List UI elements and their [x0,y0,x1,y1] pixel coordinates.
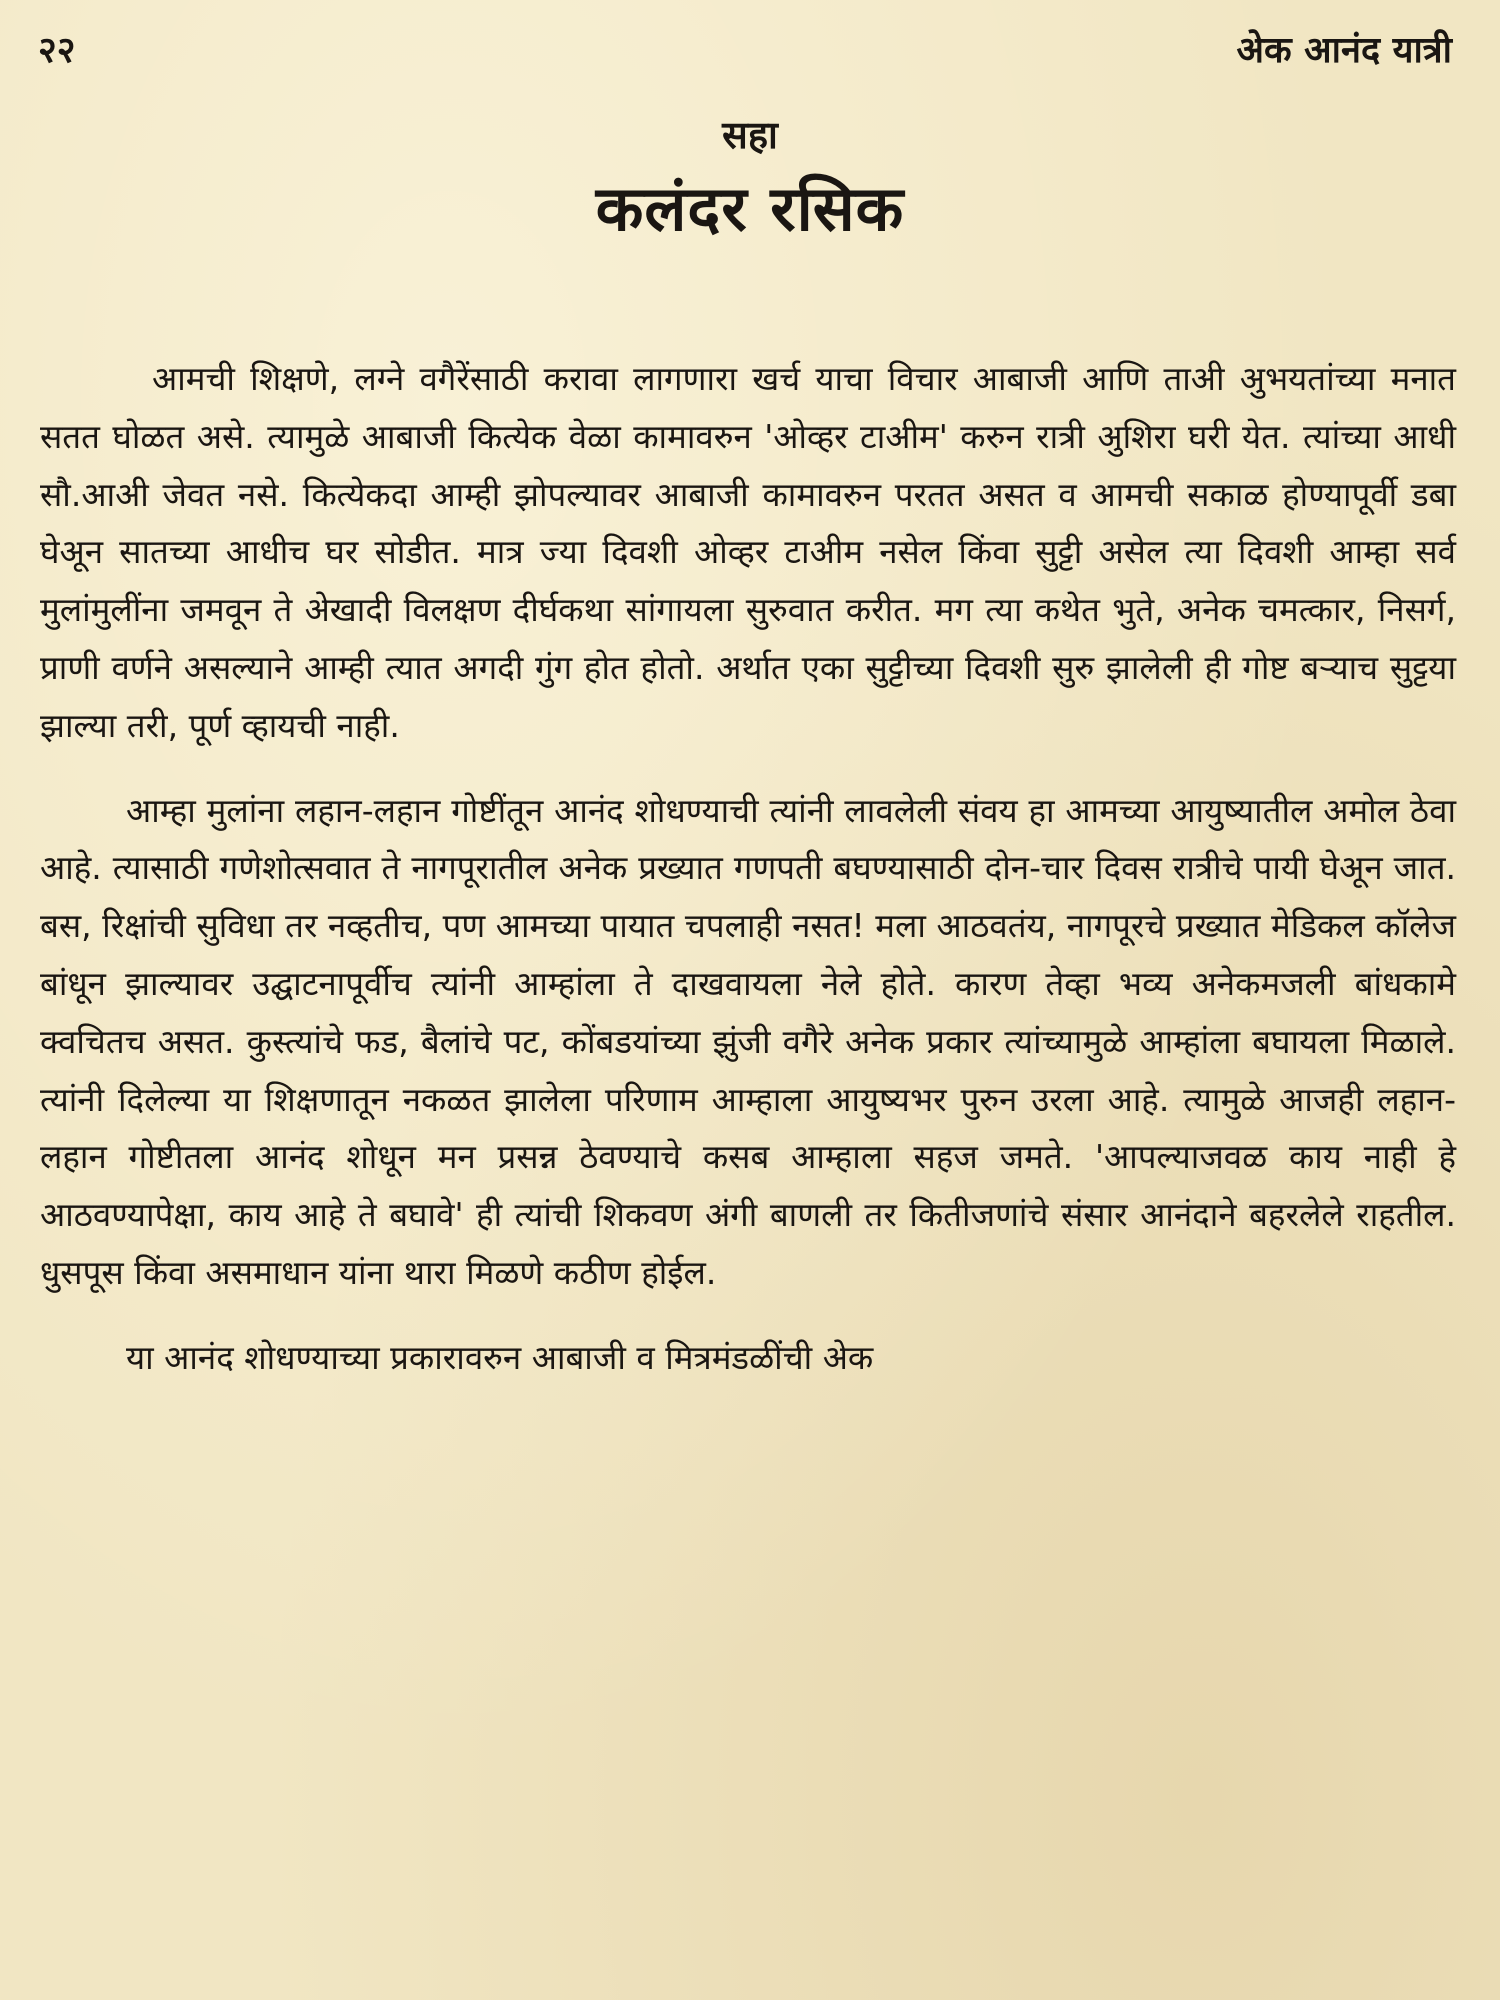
book-title: अेक आनंद यात्री [1236,29,1452,71]
running-header [38,18,1452,78]
paragraph: आम्हा मुलांना लहान-लहान गोष्टींतून आनंद शोधण्याची त्यांनी लावलेली संवय हा आमच्या आयुष्यातील अमोल ठेवा आहे. त्यासाठी गणेशोत्सवात ते नागपूरातील अनेक प्रख्यात गणपती बघण्यासाठी दोन-चार दिवस रात्रीचे पायी घेअून जात. बस, रिक्षांची सुविधा तर नव्हतीच, पण आमच्या पायात चपलाही नसत! मला आठवतंय, नागपूरचे प्रख्यात मेडिकल कॉलेज बांधून झाल्यावर उद्घाटनापूर्वीच त्यांनी आम्हांला ते दाखवायला नेले होते. कारण तेव्हा भव्य अनेकमजली बांधकामे क्वचितच असत. कुस्त्यांचे फड, बैलांचे पट, कोंबडयांच्या झुंजी वगैरे अनेक प्रकार त्यांच्यामुळे आम्हांला बघायला मिळाले. त्यांनी दिलेल्या या शिक्षणातून नकळत झालेला परिणाम आम्हाला आयुष्यभर पुरुन उरला आहे. त्यामुळे आजही लहान-लहान गोष्टीतला आनंद शोधून मन प्रसन्न ठेवण्याचे कसब आम्हाला सहज जमते. 'आपल्याजवळ काय नाही हे आठवण्यापेक्षा, काय आहे ते बघावे' ही त्यांची शिकवण अंगी बाणली तर कितीजणांचे संसार आनंदाने बहरलेले राहतील. धुसपूस किंवा असमाधान यांना थारा मिळणे कठीण होईल. [40,790,1456,1292]
paragraph: या आनंद शोधण्याच्या प्रकारावरुन आबाजी व मित्रमंडळींची अेक [126,1337,874,1377]
chapter-number: सहा [722,113,778,157]
paragraph: आमची शिक्षणे, लग्ने वगैरेंसाठी करावा लागणारा खर्च याचा विचार आबाजी आणि ताअी अुभयतांच्या मनात सतत घोळत असे. त्यामुळे आबाजी कित्येक वेळा कामावरुन 'ओव्हर टाअीम' करुन रात्री अुशिरा घरी येत. त्यांच्या आधी सौ.आअी जेवत नसे. कित्येकदा आम्ही झोपल्यावर आबाजी कामावरुन परतत असत व आमची सकाळ होण्यापूर्वी डबा घेअून सातच्या आधीच घर सोडीत. मात्र ज्या दिवशी ओव्हर टाअीम नसेल किंवा सुट्टी असेल त्या दिवशी आम्हा सर्व मुलांमुलींना जमवून ते अेखादी विलक्षण दीर्घकथा सांगायला सुरुवात करीत. मग त्या कथेत भुते, अनेक चमत्कार, निसर्ग, प्राणी वर्णने असल्याने आम्ही त्यात अगदी गुंग होत होतो. अर्थात एका सुट्टीच्या दिवशी सुरु झालेली ही गोष्ट बऱ्याच सुट्टया झाल्या तरी, पूर्ण व्हायची नाही. [40,359,1456,745]
body-text [40,350,1456,1387]
chapter-title: कलंदर रसिक [595,172,905,245]
page-number: २२ [38,29,76,71]
